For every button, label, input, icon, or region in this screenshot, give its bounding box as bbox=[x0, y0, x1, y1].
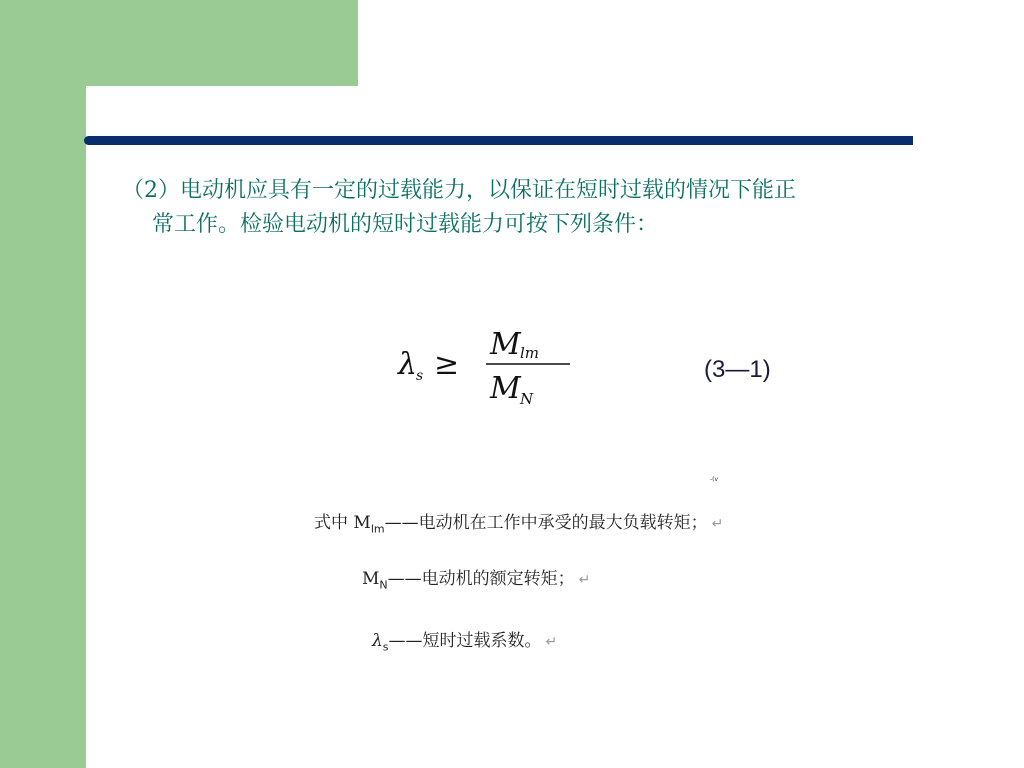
legend-subscript: N bbox=[379, 578, 388, 592]
overload-formula bbox=[394, 318, 574, 410]
legend-symbol: λ bbox=[372, 631, 383, 651]
body-paragraph bbox=[122, 174, 1002, 242]
legend-symbol: M bbox=[362, 569, 380, 589]
frame-green-left bbox=[0, 0, 86, 768]
geq-symbol: ≥ bbox=[434, 347, 460, 382]
legend-text: ——短时过载系数。 bbox=[388, 631, 542, 651]
paragraph-line-1: （2）电动机应具有一定的过载能力，以保证在短时过载的情况下能正 bbox=[122, 178, 796, 203]
scan-mark: -(v bbox=[710, 476, 719, 483]
legend-subscript: s bbox=[382, 640, 389, 654]
lambda-symbol: λ bbox=[398, 347, 418, 382]
numerator-symbol: M bbox=[490, 327, 521, 362]
legend-row-overload-coefficient bbox=[372, 626, 557, 653]
return-mark-icon: ↵ bbox=[545, 634, 558, 650]
legend-text: ——电动机在工作中承受的最大负载转矩； bbox=[384, 513, 708, 533]
return-mark-icon: ↵ bbox=[578, 572, 591, 588]
return-mark-icon: ↵ bbox=[711, 516, 724, 532]
legend-text: ——电动机的额定转矩； bbox=[387, 569, 575, 589]
legend-row-rated-torque bbox=[362, 564, 590, 591]
denominator-subscript: N bbox=[520, 390, 534, 408]
lambda-subscript: s bbox=[416, 368, 424, 384]
legend-subscript: lm bbox=[370, 522, 385, 536]
title-bar bbox=[84, 136, 913, 145]
legend-symbol: M bbox=[353, 513, 371, 533]
denominator-symbol: M bbox=[490, 371, 521, 406]
equation-number: (3—1) bbox=[704, 356, 771, 383]
paragraph-line-2: 常工作。检验电动机的短时过载能力可按下列条件： bbox=[152, 212, 659, 237]
legend-row-max-torque bbox=[314, 508, 723, 535]
numerator-subscript: lm bbox=[520, 344, 540, 362]
legend-prefix: 式中 bbox=[314, 513, 354, 533]
